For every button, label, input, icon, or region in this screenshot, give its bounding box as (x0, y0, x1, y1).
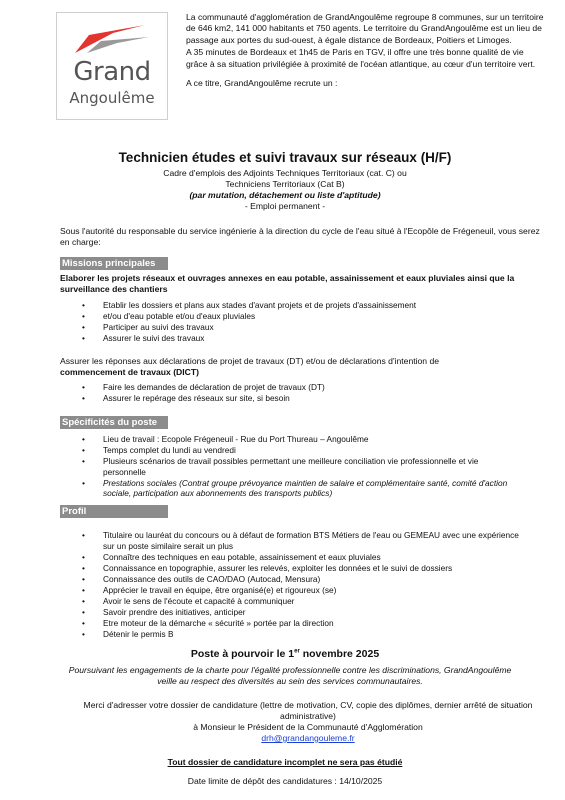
list-item: • Connaissance en topographie, assurer les relevés, exploiter les données et le suivi de dossiers (82, 563, 522, 574)
logo-text-grand: Grand (73, 57, 151, 87)
specificites-list (82, 434, 522, 500)
application-instructions (78, 700, 538, 744)
missions-lead-2a: Assurer les réponses aux déclarations de projet de travaux (DT) et/ou de déclarations d'intention de (60, 356, 440, 366)
list-item: • Apprécier le travail en équipe, être organisé(e) et rigoureux (se) (82, 585, 522, 596)
grandangouleme-logo (56, 12, 168, 120)
missions-lead-2 (60, 356, 550, 378)
list-item: • Participer au suivi des travaux (82, 322, 522, 333)
logo-text-angouleme: Angoulême (69, 89, 155, 107)
intro-paragraph-2: A 35 minutes de Bordeaux et 1h45 de Paris en TGV, il offre une très bonne qualité de vie grâce à sa situation privilégiée à proximité de l'océan atlantique, au cœur d'un territoire vert. (186, 47, 536, 69)
start-date-before: Poste à pourvoir le 1 (190, 648, 295, 660)
job-title: Technicien études et suivi travaux sur réseaux (H/F) (118, 150, 452, 165)
list-item: • Assurer le repérage des réseaux sur site, si besoin (82, 393, 522, 404)
start-date-after: novembre 2025 (299, 648, 380, 660)
list-item: • Plusieurs scénarios de travail possibles permettant une meilleure conciliation vie professionnelle et vie personnelle (82, 456, 522, 477)
missions-list-2 (82, 382, 522, 404)
list-item: • Connaître des techniques en eau potable, assainissement et eaux pluviales (82, 552, 522, 563)
missions-lead-2b: commencement de travaux (DICT) (60, 367, 199, 377)
list-item: • Etablir les dossiers et plans aux stades d'avant projets et de projets d'assainissement (82, 300, 522, 311)
start-date (50, 648, 520, 660)
section-header-specificites: Spécificités du poste (60, 416, 168, 429)
start-date-sup: er (294, 648, 300, 655)
list-item: • Savoir prendre des initiatives, anticiper (82, 607, 522, 618)
deadline: Date limite de dépôt des candidatures : 14/10/2025 (187, 776, 383, 786)
list-item: • Titulaire ou lauréat du concours ou à défaut de formation BTS Métiers de l'eau ou GEMEAU avec une expérience sur un poste similaire serait un plus (82, 530, 522, 551)
job-recruitment-mode: (par mutation, détachement ou liste d'aptitude) (189, 190, 381, 200)
equality-charter: Poursuivant les engagements de la charte pour l'égalité professionnelle contre les discriminations, GrandAngoulême veille au respect des diversités au sein des services communautaires. (68, 665, 512, 686)
intro-block (186, 12, 546, 90)
job-grade-line-2: Techniciens Territoriaux (Cat B) (225, 179, 345, 189)
list-item: • Détenir le permis B (82, 629, 522, 640)
section-header-missions: Missions principales (60, 257, 168, 270)
list-item: • Temps complet du lundi au vendredi (82, 445, 522, 456)
hr-email-link[interactable]: drh@grandangouleme.fr (261, 733, 355, 743)
application-line-2: à Monsieur le Président de la Communauté d'Agglomération (193, 722, 423, 732)
job-contract-type: - Emploi permanent - (244, 201, 326, 211)
list-item: • Prestations sociales (Contrat groupe prévoyance maintien de salaire et complémentaire santé, comité d'action sociale, participation aux abonnements des transports publics) (82, 478, 522, 499)
list-item: • Etre moteur de la démarche « sécurité » portée par la direction (82, 618, 522, 629)
list-item: • Assurer le suivi des travaux (82, 333, 522, 344)
missions-lead-1: Elaborer les projets réseaux et ouvrages annexes en eau potable, assainissement et eaux pluviales ainsi que la surveillance des chantiers (60, 273, 515, 294)
intro-paragraph-3: A ce titre, GrandAngoulême recrute un : (186, 78, 338, 89)
job-grade-line-1: Cadre d'emplois des Adjoints Techniques Territoriaux (cat. C) ou (163, 168, 407, 178)
job-subtitle (50, 168, 520, 212)
incomplete-warning: Tout dossier de candidature incomplet ne sera pas étudié (167, 757, 403, 767)
intro-paragraph-1: La communauté d'agglomération de GrandAngoulême regroupe 8 communes, sur un territoire de 646 km2, 141 000 habitants et 750 agents. Le territoire du GrandAngoulême est un lieu de passage aux portes du sud-ouest, à égale distance de Bordeaux, Poitiers et Limoges. (186, 12, 544, 45)
missions-list-1 (82, 300, 522, 344)
application-line-1: Merci d'adresser votre dossier de candidature (lettre de motivation, CV, copie des diplômes, dernier arrêté de situation administrative) (83, 700, 533, 721)
authority-paragraph: Sous l'autorité du responsable du service ingénierie à la direction du cycle de l'eau situé à l'Ecopôle de Frégeneuil, vous serez en charge: (60, 226, 540, 247)
profil-list (82, 530, 522, 640)
section-header-profil: Profil (60, 505, 168, 518)
list-item: • Connaissance des outils de CAO/DAO (Autocad, Mensura) (82, 574, 522, 585)
list-item: • Avoir le sens de l'écoute et capacité à communiquer (82, 596, 522, 607)
list-item: • Faire les demandes de déclaration de projet de travaux (DT) (82, 382, 522, 393)
list-item: • Lieu de travail : Ecopole Frégeneuil - Rue du Port Thureau – Angoulême (82, 434, 522, 445)
list-item: • et/ou d'eau potable et/ou d'eaux pluviales (82, 311, 522, 322)
